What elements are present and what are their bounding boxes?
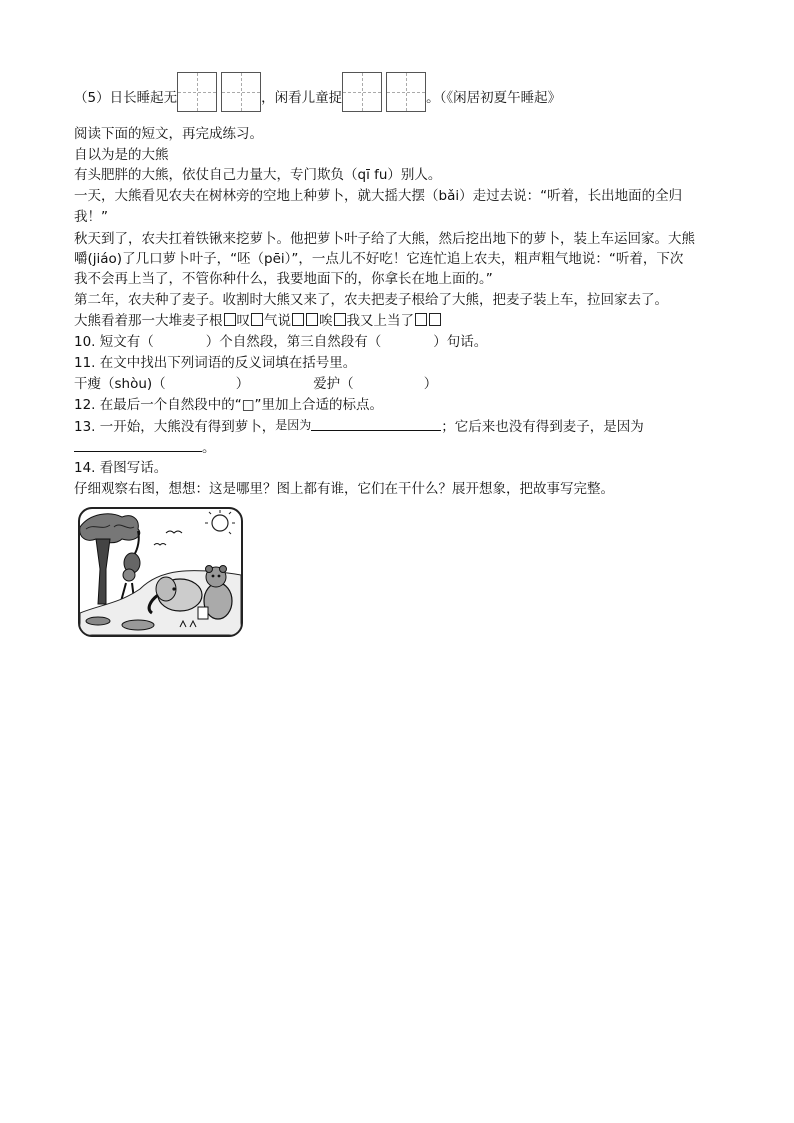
word-label: ） [235,376,250,392]
question-text: ；它后来也没有得到麦子，是因为 [441,419,644,435]
story-text: 叹 [236,313,250,329]
story-last-paragraph [74,311,442,331]
story-text: 唉 [319,313,333,329]
story-paragraph-cont: 我！” [74,209,108,225]
answer-grid-box[interactable] [386,72,426,112]
answer-line[interactable] [311,416,441,431]
punctuation-box[interactable] [292,313,304,326]
answer-grid-box[interactable] [177,72,217,112]
punctuation-box[interactable] [306,313,318,326]
question-13-cont [74,437,216,458]
poem-suffix: 。（《闲居初夏午睡起》 [426,90,562,106]
answer-line[interactable] [74,437,202,452]
punctuation-box[interactable] [334,313,346,326]
story-title: 自以为是的大熊 [74,147,169,163]
poem-fill-line [74,72,561,108]
question-14: 14. 看图写话。 [74,460,168,476]
question-text: ）个自然段，第三自然段有（ [205,334,382,350]
story-text: 大熊看着那一大堆麦子根 [74,313,223,329]
story-paragraph: 第二年，农夫种了麦子。收割时大熊又来了，农夫把麦子根给了大熊，把麦子装上车，拉回家去了。 [74,292,668,308]
answer-grid-box[interactable] [221,72,261,112]
question-text: 13. 一开始，大熊没有得到萝卜， [74,419,276,435]
story-paragraph: 有头肥胖的大熊，依仗自己力量大，专门欺负（qī fu）别人。 [74,167,442,183]
word-label: 干瘦（shòu)（ [74,376,166,392]
question-13 [74,415,644,437]
question-11: 11. 在文中找出下列词语的反义词填在括号里。 [74,355,357,371]
punctuation-box[interactable] [415,313,427,326]
reading-instruction: 阅读下面的短文，再完成练习。 [74,126,263,142]
story-paragraph: 一天，大熊看见农夫在树林旁的空地上种萝卜，就大摇大摆（bǎi）走过去说：“听着，长出地面的全归 [74,188,683,204]
punctuation-box[interactable] [224,313,236,326]
punctuation-box[interactable] [251,313,263,326]
illustration-frame [78,507,243,637]
question-text: 10. 短文有（ [74,334,154,350]
story-paragraph: 秋天到了，农夫扛着铁锹来挖萝卜。他把萝卜叶子给了大熊，然后挖出地下的萝卜，装上车运回家。大熊 [74,231,695,247]
punctuation-box[interactable] [429,313,441,326]
answer-grid-box[interactable] [342,72,382,112]
question-text: 。 [202,440,216,456]
question-12: 12. 在最后一个自然段中的“□”里加上合适的标点。 [74,397,384,413]
word-label: ） [423,376,438,392]
question-14-prompt: 仔细观察右图，想想：这是哪里？图上都有谁，它们在干什么？展开想象，把故事写完整。 [74,481,614,497]
story-text: 气说 [264,313,291,329]
question-10 [74,332,487,352]
story-paragraph-cont: 我不会再上当了，不管你种什么，我要地面下的，你拿长在地上面的。” [74,271,493,287]
poem-middle: ，闲看儿童捉 [261,90,343,106]
question-text: ）句话。 [433,334,488,350]
question-11-words [74,374,437,394]
question-text: 是因为 [275,418,312,432]
story-text: 我又上当了 [346,313,414,329]
story-paragraph-cont: 嚼(jiáo)了几口萝卜叶子，“呸（pēi）”，一点儿不好吃！它连忙追上农夫，粗声粗气地说：“听着，下次 [74,251,684,267]
word-label: 爱护（ [313,376,354,392]
bear-elephant-monkey-illustration [80,509,241,635]
poem-prefix: （5）日长睡起无 [74,90,178,106]
